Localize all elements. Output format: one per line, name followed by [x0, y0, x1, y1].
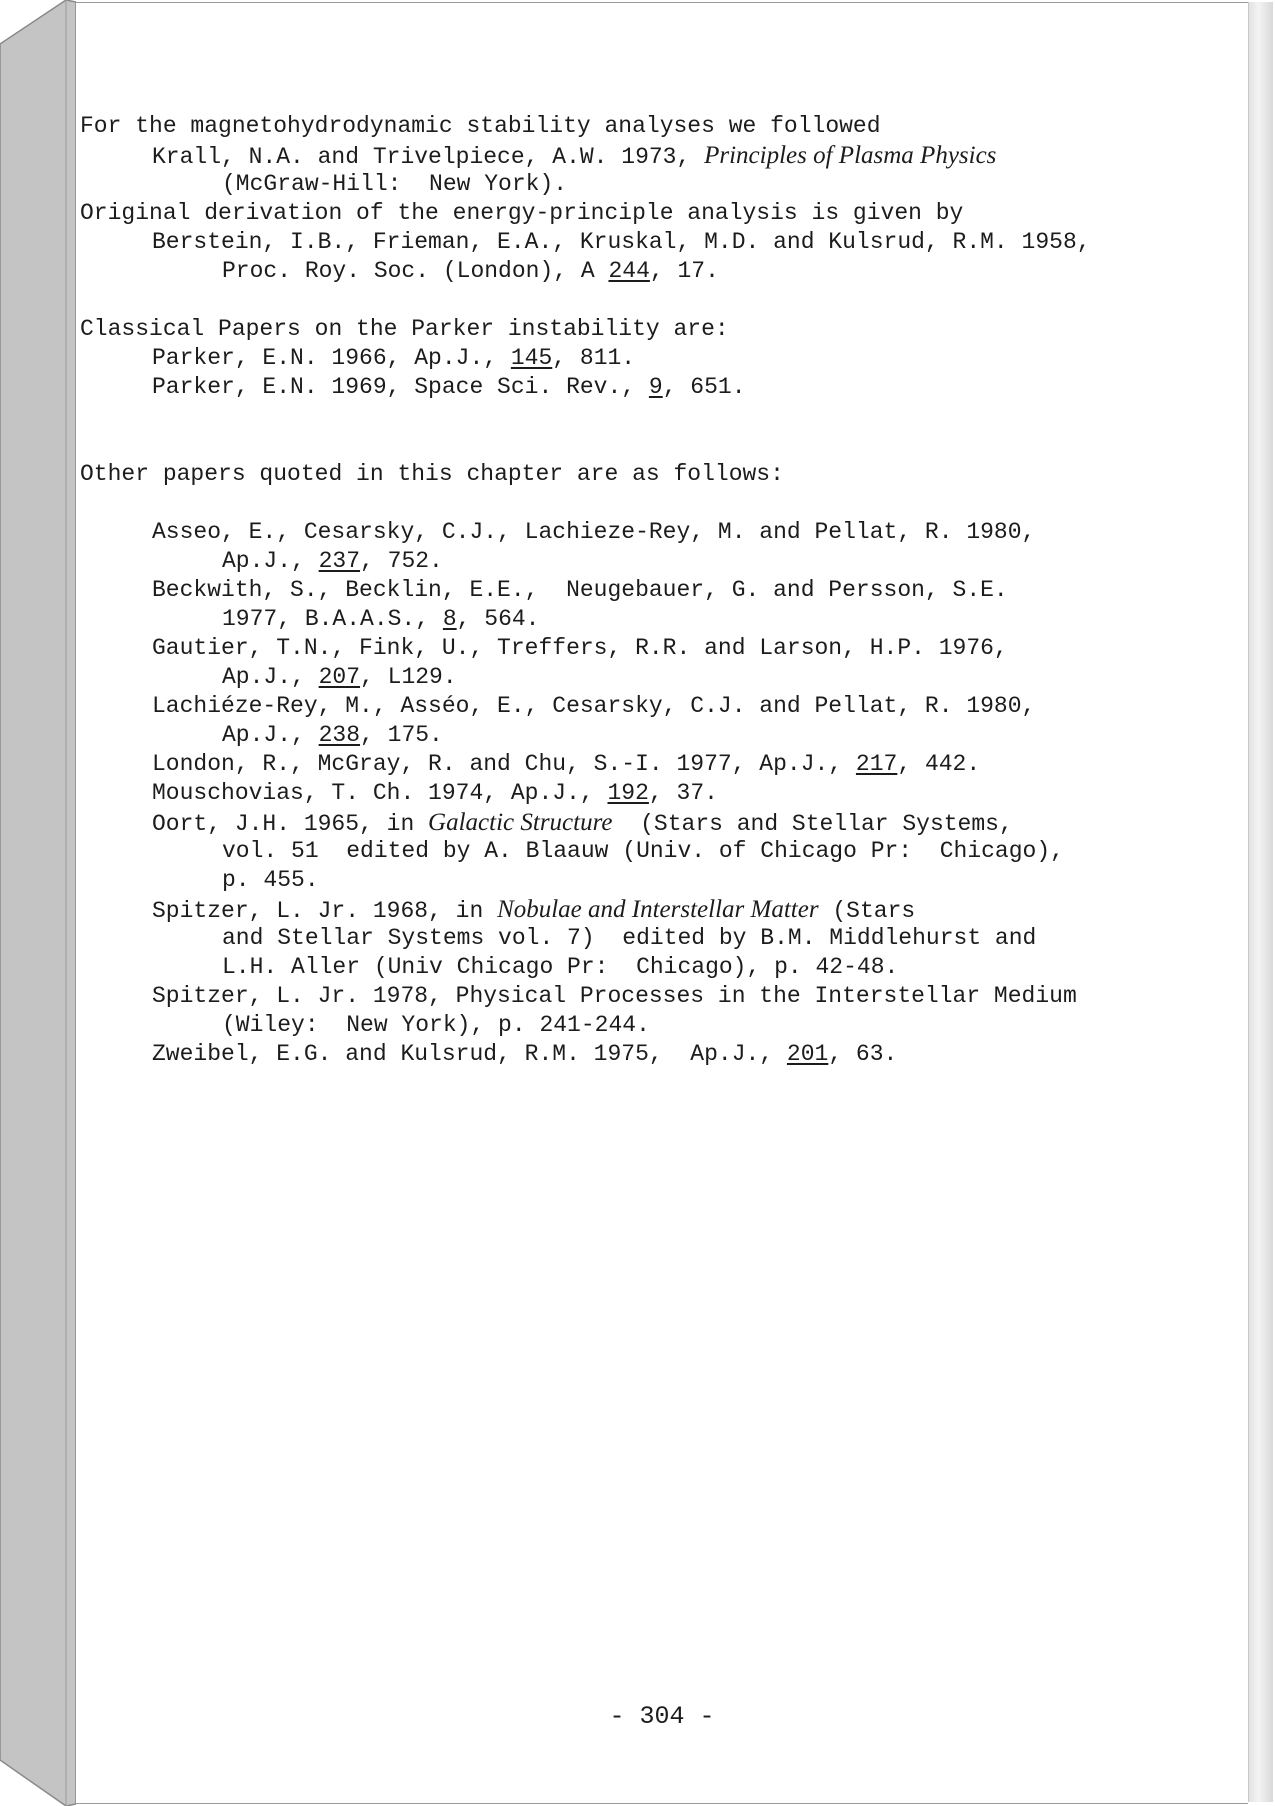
text-line: , 442. [897, 751, 981, 777]
text-line: Ap.J., [222, 548, 319, 574]
intro-line [80, 112, 881, 141]
reference-continuation [222, 837, 1064, 866]
text-line: Spitzer, L. Jr. 1978, Physical Processes in the Interstellar Medium [152, 983, 1077, 1009]
text-line: Ap.J., [222, 722, 319, 748]
text-line: Classical Papers on the Parker instability are: [80, 316, 729, 342]
text-line: Parker, E.N. 1969, Space Sci. Rev., [152, 374, 649, 400]
volume-number: 145 [510, 345, 553, 371]
section-heading [80, 460, 784, 489]
text-line: L.H. Aller (Univ Chicago Pr: Chicago), p. 42-48. [222, 954, 899, 980]
text-line: 1977, B.A.A.S., [222, 606, 443, 632]
reference-continuation [222, 1011, 650, 1040]
text-line: , 651. [662, 374, 746, 400]
reference-entry [152, 518, 1035, 547]
reference-continuation [222, 866, 319, 895]
text-line: Proc. Roy. Soc. (London), A [222, 258, 609, 284]
text-line: Ap.J., [222, 664, 319, 690]
book-title: Nobulae and Interstellar Matter [497, 896, 819, 923]
volume-number: 8 [442, 606, 457, 632]
reference-entry [152, 808, 1013, 837]
text-line: For the magnetohydrodynamic stability analyses we followed [80, 113, 881, 139]
text-line: Mouschovias, T. Ch. 1974, Ap.J., [152, 780, 608, 806]
reference-entry [152, 634, 1008, 663]
text-line: (McGraw-Hill: New York). [222, 171, 568, 197]
text-line: vol. 51 edited by A. Blaauw (Univ. of Chicago Pr: Chicago), [222, 838, 1064, 864]
reference-entry [152, 982, 1077, 1011]
text-line: Berstein, I.B., Frieman, E.A., Kruskal, M.D. and Kulsrud, R.M. 1958, [152, 229, 1091, 255]
reference-entry [152, 692, 1035, 721]
section-heading [80, 315, 729, 344]
reference-continuation [222, 953, 898, 982]
text-line: Lachiéze-Rey, M., Asséo, E., Cesarsky, C.J. and Pellat, R. 1980, [152, 693, 1036, 719]
volume-number: 238 [318, 722, 361, 748]
volume-number: 207 [318, 664, 361, 690]
reference-entry [152, 141, 996, 170]
text-line: (Stars and Stellar Systems, [612, 811, 1013, 837]
text-line: Zweibel, E.G. and Kulsrud, R.M. 1975, Ap.J., [152, 1041, 787, 1067]
reference-entry [152, 344, 635, 373]
reference-continuation [222, 257, 719, 286]
volume-number: 192 [607, 780, 649, 806]
reference-entry [152, 750, 980, 779]
text-line: , 564. [456, 606, 540, 632]
book-spine [0, 0, 76, 1806]
reference-continuation [222, 721, 443, 750]
volume-number: 237 [318, 548, 361, 574]
text-line: , 752. [360, 548, 443, 574]
text-line: Other papers quoted in this chapter are as follows: [80, 461, 784, 487]
reference-continuation [222, 170, 567, 199]
text-line: Beckwith, S., Becklin, E.E., Neugebauer, G. and Persson, S.E. [152, 577, 1008, 603]
page-edge [1248, 2, 1273, 1802]
text-line: , 175. [360, 722, 443, 748]
intro-line [80, 199, 963, 228]
text-line: , 63. [828, 1041, 898, 1067]
reference-entry [152, 895, 915, 924]
reference-continuation [222, 663, 457, 692]
text-line: , 811. [552, 345, 636, 371]
text-line: Parker, E.N. 1966, Ap.J., [152, 345, 511, 371]
reference-entry [152, 576, 1008, 605]
text-line: Krall, N.A. and Trivelpiece, A.W. 1973, [152, 144, 705, 170]
text-line: , 17. [649, 258, 719, 284]
text-line: p. 455. [222, 867, 319, 893]
text-line: London, R., McGray, R. and Chu, S.-I. 1977, Ap.J., [152, 751, 856, 777]
volume-number: 244 [608, 258, 650, 284]
text-line: , L129. [360, 664, 457, 690]
book-title: Galactic Structure [428, 809, 613, 836]
text-line: Oort, J.H. 1965, in [152, 811, 429, 837]
text-line: (Stars [818, 898, 916, 924]
reference-entry [152, 1040, 897, 1069]
reference-continuation [222, 605, 539, 634]
reference-entry [152, 228, 1091, 257]
reference-continuation [222, 547, 443, 576]
text-line: , 37. [648, 780, 718, 806]
reference-continuation [222, 924, 1036, 953]
reference-entry [152, 779, 718, 808]
page-number: - 304 - [609, 1702, 715, 1731]
text-line: Spitzer, L. Jr. 1968, in [152, 898, 498, 924]
reference-entry [152, 373, 746, 402]
text-line: Asseo, E., Cesarsky, C.J., Lachieze-Rey, M. and Pellat, R. 1980, [152, 519, 1036, 545]
text-line: Original derivation of the energy-principle analysis is given by [80, 200, 964, 226]
text-line: and Stellar Systems vol. 7) edited by B.M. Middlehurst and [222, 925, 1037, 951]
text-line: Gautier, T.N., Fink, U., Treffers, R.R. and Larson, H.P. 1976, [152, 635, 1008, 661]
book-title: Principles of Plasma Physics [704, 142, 997, 169]
volume-number: 9 [648, 374, 663, 400]
text-line: (Wiley: New York), p. 241-244. [222, 1012, 650, 1038]
volume-number: 201 [786, 1041, 829, 1067]
volume-number: 217 [855, 751, 898, 777]
